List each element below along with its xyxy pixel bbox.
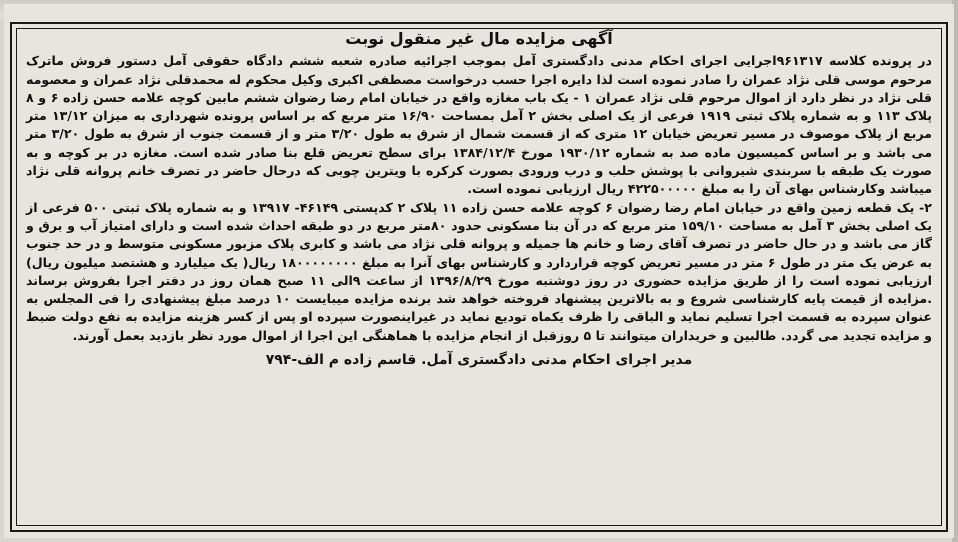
auction-notice (26, 30, 932, 522)
newspaper-clipping (4, 4, 954, 538)
notice-paragraph-shop: در پرونده کلاسه ۹۶۱۳۱۷اجرایی اجرای احکام مدنی دادگستری آمل بموجب اجرائیه صادره شعبه ششم دادگاه حقوقی آمل دستور فروش ماترک مرحوم موسی قلی نژاد عمران را صادر نموده است لذا دایره اجرا حسب درخواست مصطفی اکبری وکیل محکوم له محمدقلی نژاد عمران و معصومه قلی نژاد در نظر دارد از اموال مرحوم قلی نژاد عمران ۱ - یک باب مغازه واقع در خیابان امام رضا رضوان ششم مابین کوچه علامه حسن زاده ۶ و ۸ پلاک ۱۱۳ و به شماره پلاک ثبتی ۱۹۱۹ فرعی از یک اصلی بخش ۲ آمل بمساحت ۱۶/۹۰ متر مربع که بر اساس پرونده شهرداری به میزان ۱۳/۱۲ متر مربع از پلاک موصوف در مسیر تعریض خیابان ۱۲ متری که از قسمت شمال از شرق به طول ۳/۲۰ متر و از قسمت جنوب از شرق به طول ۳/۲۰ متر می باشد و بر اساس کمیسیون ماده صد به شماره ۱۹۳۰/۱۲ مورخ ۱۳۸۴/۱۲/۴ برای سطح تعریض قلع بنا صادر شده است. مغازه در بر کوچه و به صورت یک طبقه با سربندی شیروانی با پوشش حلب و درب ورودی بصورت کرکره با ویترین چوبی که درحال حاضر در تصرف خانم پروانه قلی نژاد میباشد وکارشناس بهای آن را به مبلغ ۴۲۲۵۰۰۰۰۰ ریال ارزیابی نموده است. (26, 53, 933, 197)
notice-signature: مدیر اجرای احکام مدنی دادگستری آمل. قاسم زاده م الف-۷۹۴ (265, 352, 693, 369)
notice-paragraph-land: ۲- یک قطعه زمین واقع در خیابان امام رضا رضوان ۶ کوچه علامه حسن زاده ۱۱ پلاک ۲ کدپستی ۴۶۱۴۹- ۱۳۹۱۷ و به شماره پلاک ثبتی ۵۰۰ فرعی از یک اصلی بخش ۳ آمل به مساحت ۱۵۹/۱۰ متر مربع که در آن بنا مسکونی حدود ۸۰متر مربع در دو طبقه احداث شده است و دارای امتیاز آب و برق و گاز می باشد و در حال حاضر در تصرف آقای رضا و خانم ها جمیله و پروانه قلی نژاد می باشد و کابری پلاک مزبور مسکونی متوسط و در حد جنوب به عرض یک متر در طول ۶ متر در مسیر تعریض کوچه قراردارد و کارشناس بهای آنرا به مبلغ ۱۸۰۰۰۰۰۰۰۰ ریال( یک میلیارد و هشتصد میلیون ریال) ارزیابی نموده است را از طریق مزایده حضوری در روز دوشنبه مورخ ۱۳۹۶/۸/۲۹ از ساعت ۹الی ۱۱ صبح همان روز در دفتر اجرا بفروش برساند .مزایده از قیمت پایه کارشناسی شروع و به بالاترین پیشنهاد فروخته خواهد شد برنده مزایده میبایست ۱۰ درصد مبلغ پیشنهادی را فی المجلس به عنوان سپرده به قسمت اجرا تسلیم نماید و الباقی را ظرف یکماه تودیع نماید در غیراینصورت سپرده او پس از کسر هزینه مزایده به نفع دولت ضبط و مزایده تجدید می گردد. طالبین و خریداران میتوانند تا ۵ روزقبل از انجام مزایده با هماهنگی این اجرا از اموال مورد نظر بازدید بعمل آورند. (26, 199, 933, 343)
notice-title: آگهی مزایده مال غیر منقول نوبت (345, 29, 613, 48)
